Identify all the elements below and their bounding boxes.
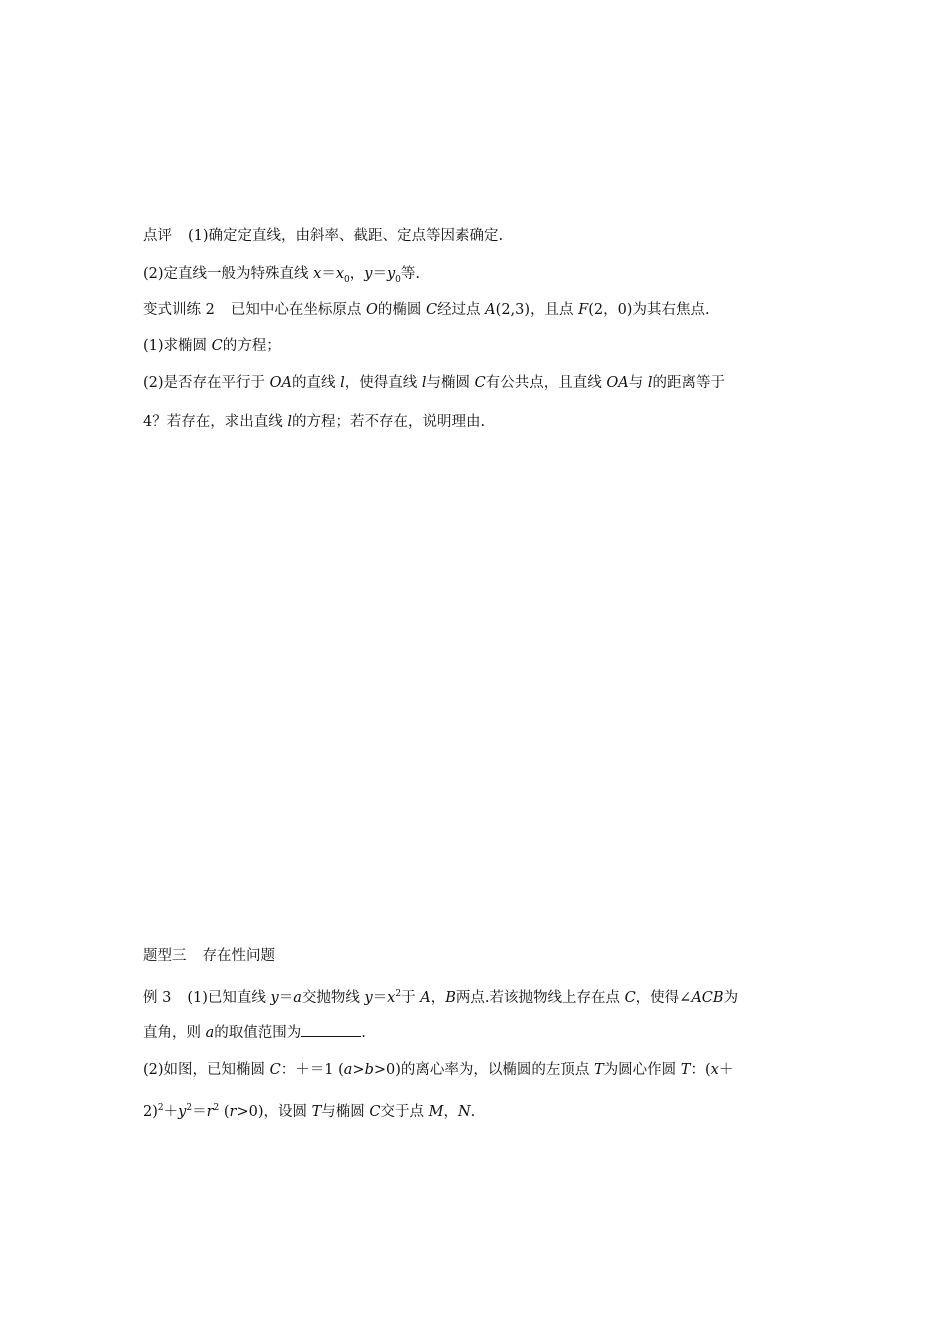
math-var: ACB	[691, 989, 724, 1006]
exercise-part-2-line-2	[143, 412, 485, 432]
math-var: OA	[269, 375, 293, 391]
math-var: C	[425, 302, 438, 318]
text: >	[352, 1062, 365, 1078]
example-3-line-2	[143, 1023, 366, 1043]
text: 有公共点，且直线	[485, 375, 607, 391]
text: ＝	[372, 266, 387, 282]
math-var: a	[293, 989, 302, 1006]
text: ，使得直线	[344, 375, 422, 391]
math-var: F	[578, 302, 589, 318]
math-var: x	[313, 266, 322, 282]
comment-line-2	[143, 264, 420, 290]
math-var: r	[206, 1103, 214, 1120]
text: .	[470, 1103, 476, 1120]
math-var: T	[311, 1103, 322, 1120]
math-var: a	[343, 1062, 353, 1078]
math-var: y	[270, 989, 279, 1006]
text: (2)如图，已知椭圆	[143, 1062, 270, 1078]
text: >0)，设圆	[236, 1103, 312, 1120]
math-var: C	[624, 989, 636, 1006]
text: 交抛物线	[301, 989, 365, 1006]
text: ＝	[192, 1103, 207, 1120]
exercise-part-2-line-1	[143, 373, 725, 393]
math-var: x	[335, 266, 345, 282]
text: (1)求椭圆	[143, 338, 212, 354]
text: ，	[443, 1103, 458, 1120]
text: 2)	[143, 1103, 158, 1120]
text: >0)的离心率为，以椭圆的左顶点	[373, 1062, 595, 1078]
text: 4？若存在，求出直线	[143, 414, 288, 430]
text: ＋	[718, 1062, 734, 1078]
comment-text: (1)确定定直线，由斜率、截距、定点等因素确定.	[188, 228, 504, 244]
math-var: C	[369, 1103, 381, 1120]
section-title	[143, 946, 275, 966]
example-3-part-2-line-1	[143, 1060, 733, 1080]
text: 于	[401, 989, 421, 1006]
text: ＝	[278, 989, 294, 1006]
math-var: y	[364, 989, 373, 1006]
text: ＝	[372, 989, 388, 1006]
text: 与	[628, 375, 648, 391]
math-var: x	[710, 1062, 719, 1078]
math-var: C	[269, 1062, 281, 1078]
example-3-part-2-line-2	[143, 1098, 475, 1122]
math-var: B	[445, 989, 456, 1006]
math-var: M	[428, 1103, 444, 1120]
text: 为	[723, 989, 739, 1006]
math-var: T	[594, 1062, 604, 1078]
comment-line-1	[143, 226, 503, 246]
text: 的距离等于	[652, 375, 725, 391]
math-var: O	[365, 302, 378, 318]
math-var: l	[340, 375, 345, 391]
text: ＋	[163, 1103, 179, 1120]
math-var: N	[457, 1103, 471, 1120]
answer-blank	[301, 1023, 361, 1037]
text: 的取值范围为	[214, 1025, 302, 1041]
math-var: a	[205, 1025, 215, 1041]
text: (2)是否存在平行于	[143, 375, 270, 391]
math-var: T	[680, 1062, 691, 1078]
math-var: C	[211, 338, 223, 354]
text: 等.	[400, 266, 421, 282]
superscript: 2	[213, 1103, 220, 1113]
text: 与椭圆	[426, 375, 475, 391]
text: (1)已知直线	[187, 989, 271, 1006]
math-var: l	[647, 375, 653, 391]
text: 直角，则	[143, 1025, 206, 1041]
example-label: 例 3	[143, 989, 172, 1006]
superscript: 2	[395, 989, 402, 999]
math-var: A	[485, 302, 496, 318]
text: ，	[349, 266, 365, 282]
example-3-line-1	[143, 984, 738, 1008]
text: 经过点	[437, 302, 486, 318]
text: ，	[430, 989, 446, 1006]
text: (2，0)为其右焦点.	[588, 302, 710, 318]
text: 与椭圆	[321, 1103, 370, 1120]
superscript: 2	[186, 1103, 193, 1113]
math-var: y	[364, 266, 373, 282]
text: (	[219, 1103, 230, 1120]
text: ，使得∠	[635, 989, 692, 1006]
text: .	[361, 1025, 366, 1041]
comment-label: 点评	[143, 228, 172, 244]
math-var: y	[386, 266, 396, 282]
section-name: 存在性问题	[202, 948, 275, 964]
text: ：＋＝1 (	[280, 1062, 344, 1078]
text: 的椭圆	[377, 302, 426, 318]
text: 交于点	[380, 1103, 429, 1120]
text: 已知中心在坐标原点	[230, 302, 366, 318]
superscript: 2	[157, 1103, 164, 1113]
subscript: 0	[395, 274, 401, 285]
exercise-label: 变式训练 2	[143, 302, 215, 318]
math-var: y	[178, 1103, 187, 1120]
math-var: b	[364, 1062, 374, 1078]
text: ：(	[690, 1062, 711, 1078]
exercise-part-1	[143, 336, 281, 356]
math-var: l	[287, 414, 292, 430]
text: 为圆心作圆	[603, 1062, 681, 1078]
text: 的方程；	[222, 338, 281, 354]
text: (2)定直线一般为特殊直线	[143, 266, 314, 282]
text: 两点.若该抛物线上存在点	[455, 989, 625, 1006]
text: ＝	[321, 266, 336, 282]
exercise-title-line	[143, 300, 710, 320]
math-var: OA	[606, 375, 629, 391]
math-var: x	[387, 989, 396, 1006]
subscript: 0	[344, 274, 350, 285]
text: 的方程；若不存在，说明理由.	[291, 414, 486, 430]
math-var: r	[229, 1103, 237, 1120]
math-var: C	[474, 375, 486, 391]
section-label: 题型三	[143, 948, 187, 964]
text: (2,3)，且点	[495, 302, 579, 318]
math-var: l	[421, 375, 427, 391]
math-var: A	[420, 989, 431, 1006]
text: 的直线	[292, 375, 341, 391]
